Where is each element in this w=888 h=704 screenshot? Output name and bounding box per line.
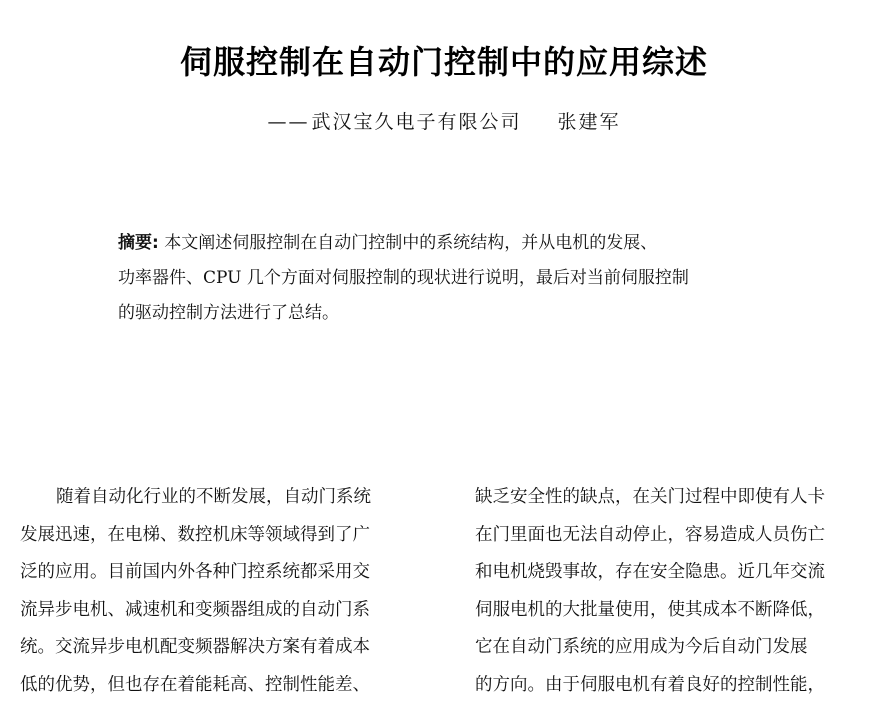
abstract-line: 本文阐述伺服控制在自动门控制中的系统结构，并从电机的发展、 bbox=[164, 233, 657, 253]
body-line: 在门里面也无法自动停止，容易造成人员伤亡 bbox=[475, 517, 875, 555]
body-line: 低的优势，但也存在着能耗高、控制性能差、 bbox=[20, 667, 422, 704]
body-line: 缺乏安全性的缺点，在关门过程中即使有人卡 bbox=[475, 479, 875, 517]
byline bbox=[0, 108, 888, 136]
body-left-column bbox=[20, 479, 422, 704]
byline-dash: —— bbox=[267, 111, 309, 133]
body-line: 随着自动化行业的不断发展，自动门系统 bbox=[20, 479, 422, 517]
author-name: 张建军 bbox=[558, 111, 621, 133]
author-organization: 武汉宝久电子有限公司 bbox=[311, 111, 521, 133]
body-right-column bbox=[475, 479, 875, 704]
abstract-line: 的驱动控制方法进行了总结。 bbox=[118, 296, 778, 331]
paper-title: 伺服控制在自动门控制中的应用综述 bbox=[0, 38, 888, 86]
body-line: 发展迅速，在电梯、数控机床等领域得到了广 bbox=[20, 517, 422, 555]
body-line: 和电机烧毁事故，存在安全隐患。近几年交流 bbox=[475, 554, 875, 592]
abstract-label: 摘要 bbox=[118, 233, 152, 253]
abstract-separator: : bbox=[152, 233, 159, 253]
body-line: 伺服电机的大批量使用，使其成本不断降低， bbox=[475, 592, 875, 630]
abstract bbox=[118, 226, 778, 331]
body-line: 泛的应用。目前国内外各种门控系统都采用交 bbox=[20, 554, 422, 592]
body-line: 统。交流异步电机配变频器解决方案有着成本 bbox=[20, 629, 422, 667]
body-line: 的方向。由于伺服电机有着良好的控制性能， bbox=[475, 667, 875, 704]
body-line: 它在自动门系统的应用成为今后自动门发展 bbox=[475, 629, 875, 667]
body-line: 流异步电机、减速机和变频器组成的自动门系 bbox=[20, 592, 422, 630]
abstract-line: 功率器件、CPU 几个方面对伺服控制的现状进行说明，最后对当前伺服控制 bbox=[118, 261, 778, 296]
